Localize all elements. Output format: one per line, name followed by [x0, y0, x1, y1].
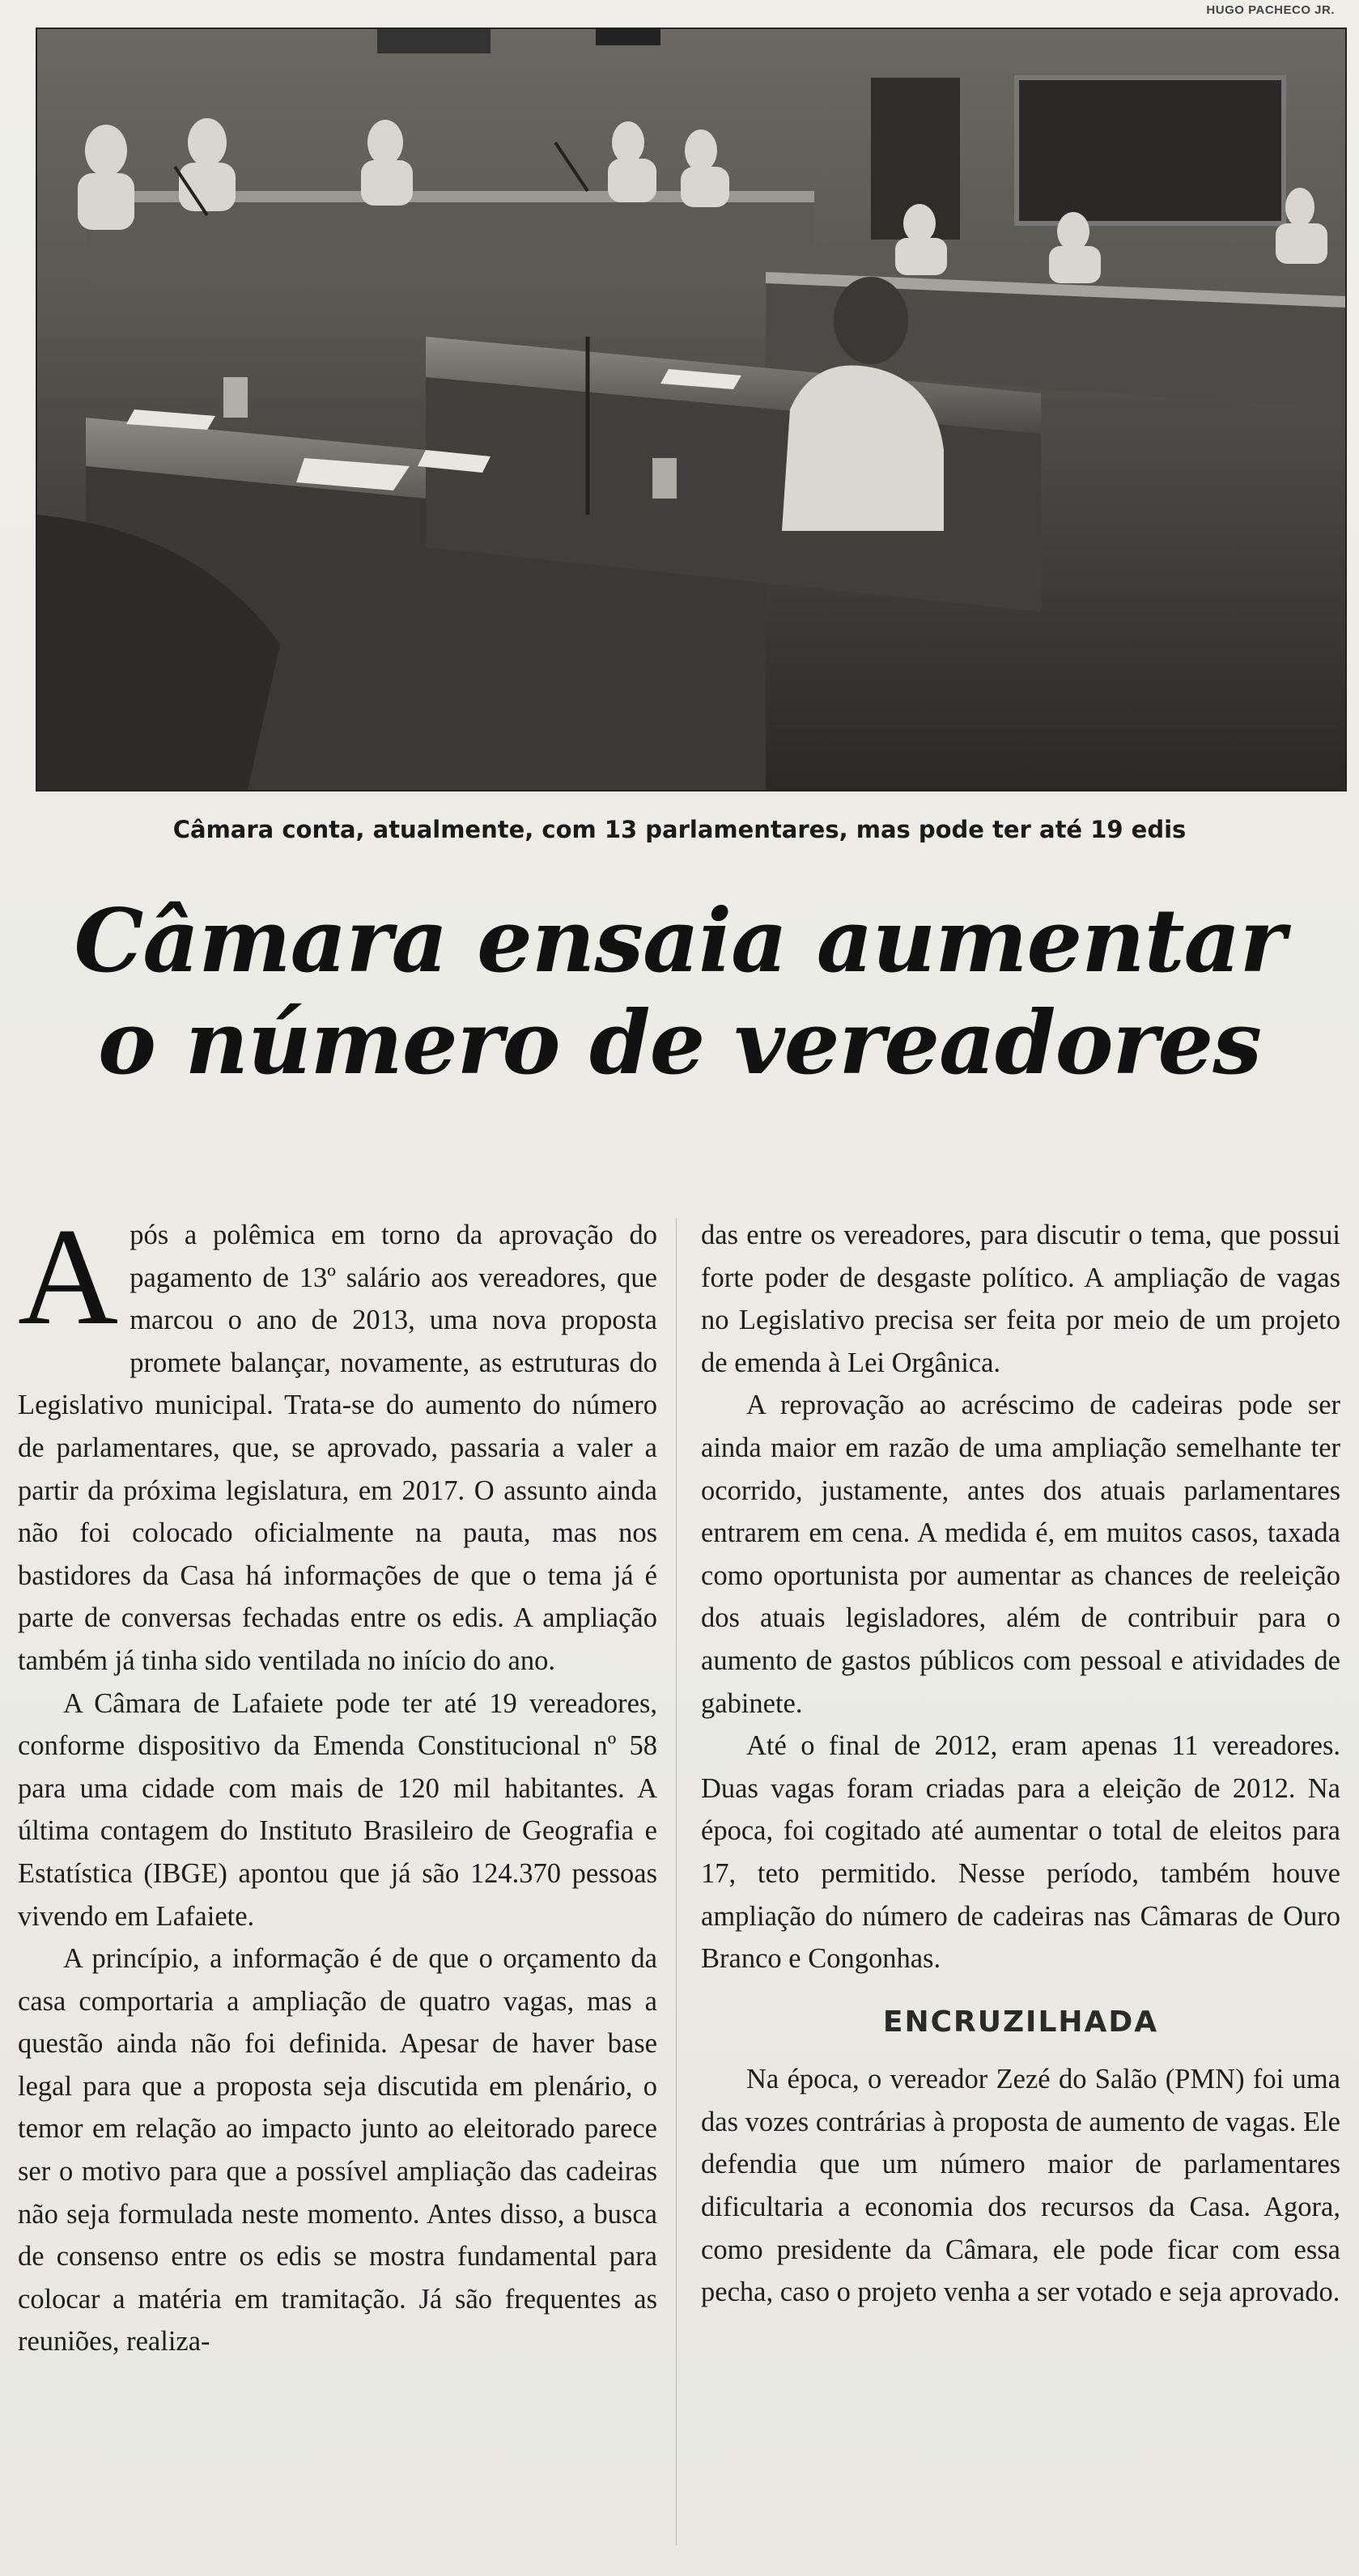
article-column-right	[701, 1214, 1340, 2314]
article-paragraph: das entre os vereadores, para discutir o tema, que possui forte poder de desgaste político. A ampliação de vagas no Legislativo precisa ser feita por meio de um projeto de emenda à Lei Orgânica.	[701, 1220, 1340, 1378]
article-column-left	[18, 1200, 657, 2363]
column-divider	[676, 1218, 677, 2545]
chamber-photo	[36, 28, 1347, 791]
photo-caption: Câmara conta, atualmente, com 13 parlamentares, mas pode ter até 19 edis	[172, 816, 1187, 843]
headline-line-2: o número de vereadores	[97, 992, 1262, 1094]
headline	[0, 890, 1359, 1094]
paragraph-text: pós a polêmica em torno da aprovação do pagamento de 13º salário aos vereadores, que marcou o ano de 2013, uma nova proposta promete balançar, novamente, as estruturas do Legislativo municipal. Trata-se do aumento do número de parlamentares, que, se aprovado, passaria a valer a partir da próxima legislatura, em 2017. O assunto ainda não foi colocado oficialmente na pauta, mas nos bastidores da Casa há informações de que o tema já é parte de conversas fechadas entre os edis. A ampliação também já tinha sido ventilada no início do ano.	[18, 1220, 657, 1676]
article-paragraph: Até o final de 2012, eram apenas 11 vereadores. Duas vagas foram criadas para a eleição de 2012. Na época, foi cogitado até aumentar o total de eleitos para 17, teto permitido. Nesse período, também houve ampliação do número de cadeiras nas Câmaras de Ouro Branco e Congonhas.	[701, 1730, 1340, 1975]
article-paragraph: Na época, o vereador Zezé do Salão (PMN) foi uma das vozes contrárias à proposta de aumento de vagas. Ele defendia que um número maior de parlamentares dificultaria a economia dos recursos da Casa. Agora, como presidente da Câmara, ele pode ficar com essa pecha, caso o projeto venha a ser votado e seja aprovado.	[701, 2064, 1340, 2308]
section-subhead: ENCRUZILHADA	[882, 2005, 1159, 2039]
article-paragraph	[18, 1200, 657, 1683]
article-paragraph: A reprovação ao acréscimo de cadeiras pode ser ainda maior em razão de uma ampliação semelhante ter ocorrido, justamente, antes dos atuais parlamentares entrarem em cena. A medida é, em muitos casos, taxada como oportunista por aumentar as chances de reeleição dos atuais legisladores, além de contribuir para o aumento de gastos públicos com pessoal e atividades de gabinete.	[701, 1390, 1340, 1719]
photo-image	[37, 29, 1345, 790]
headline-line-1: Câmara ensaia aumentar	[74, 890, 1285, 992]
photo-credit: HUGO PACHECO JR.	[1206, 3, 1335, 17]
article-paragraph: A princípio, a informação é de que o orçamento da casa comportaria a ampliação de quatro vagas, mas a questão ainda não foi definida. Apesar de haver base legal para que a proposta seja discutida em plenário, o temor em relação ao impacto junto ao eleitorado parece ser o motivo para que a possível ampliação das cadeiras não seja formulada neste momento. Antes disso, a busca de consenso entre os edis se mostra fundamental para colocar a matéria em tramitação. Já são frequentes as reuniões, realiza-	[18, 1943, 657, 2357]
article-paragraph: A Câmara de Lafaiete pode ter até 19 vereadores, conforme dispositivo da Emenda Constitucional nº 58 para uma cidade com mais de 120 mil habitantes. A última contagem do Instituto Brasileiro de Geografia e Estatística (IBGE) apontou que já são 124.370 pessoas vivendo em Lafaiete.	[18, 1687, 657, 1932]
drop-cap: A	[18, 1200, 119, 1354]
